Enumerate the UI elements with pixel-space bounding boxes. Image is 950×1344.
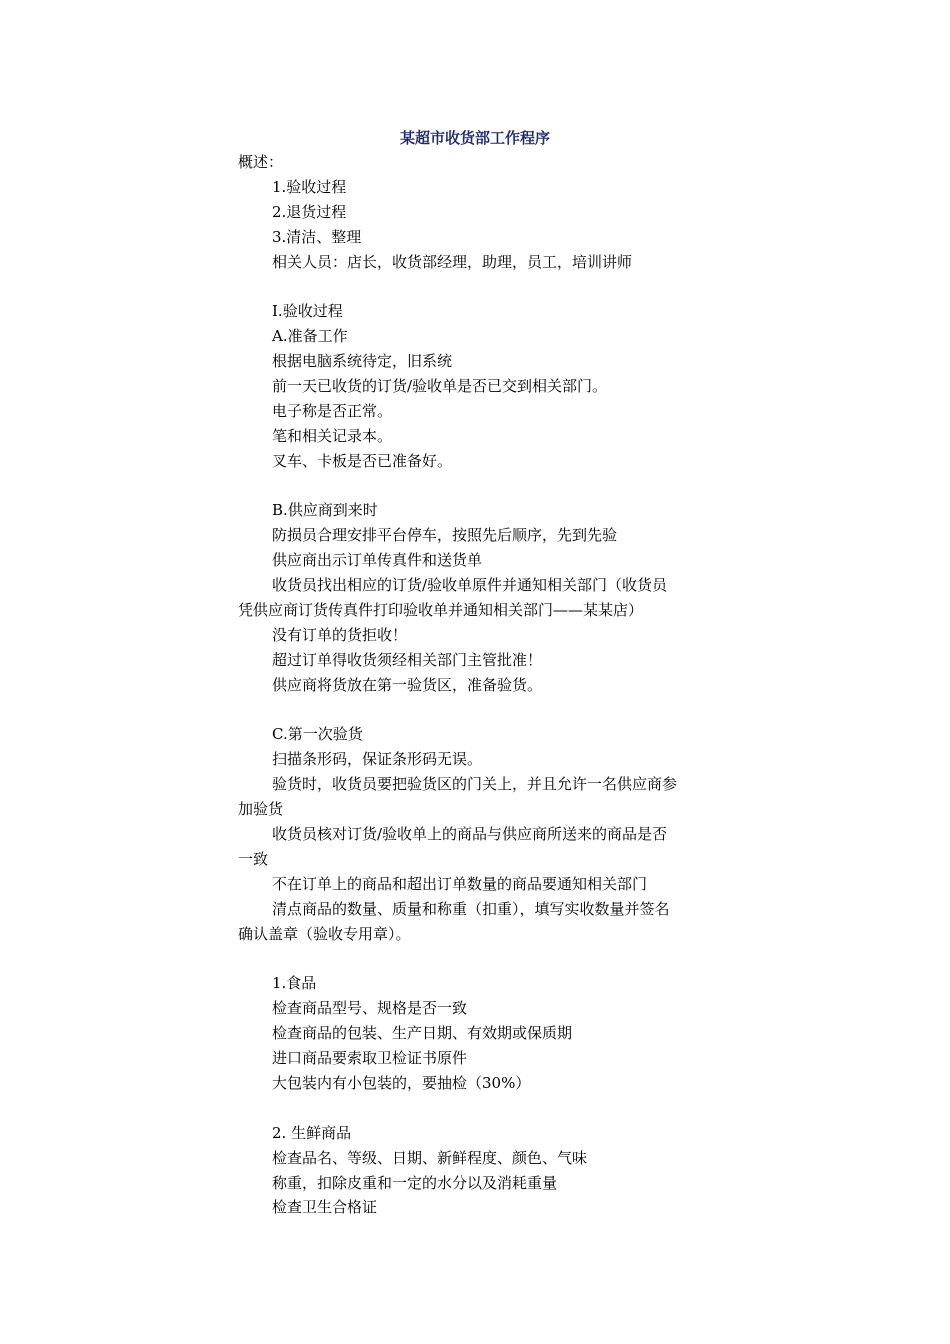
paragraph-line: 超过订单得收货须经相关部门主管批准！ [272,650,543,669]
paragraph-line: 检查商品型号、规格是否一致 [272,999,468,1018]
paragraph-line: 清点商品的数量、质量和称重（扣重），填写实收数量并签名 [272,899,670,918]
paragraph-line: 前一天已收货的订货/验收单是否已交到相关部门。 [272,377,608,396]
section-title: I.验收过程 [272,302,343,321]
paragraph-line: 进口商品要索取卫检证书原件 [272,1049,468,1068]
paragraph-line: 叉车、卡板是否已准备好。 [272,451,453,470]
subsection-title: A.准备工作 [272,327,348,346]
paragraph-line: 称重，扣除皮重和一定的水分以及消耗重量 [272,1173,558,1192]
paragraph-line: 不在订单上的商品和超出订单数量的商品要通知相关部门 [272,874,648,893]
paragraph-line: 笔和相关记录本。 [272,426,393,445]
overview-label: 概述： [238,153,284,171]
paragraph-line: 根据电脑系统待定，旧系统 [272,352,453,371]
subsection-title: B.供应商到来时 [272,501,378,520]
paragraph-line: 加验货 [238,800,284,819]
overview-item: 1.验收过程 [272,177,347,196]
overview-item: 2.退货过程 [272,202,347,221]
overview-item: 3.清洁、整理 [272,227,362,246]
paragraph-line: 检查商品的包装、生产日期、有效期或保质期 [272,1024,573,1043]
paragraph-line: 扫描条形码，保证条形码无误。 [272,750,483,769]
paragraph-line: 防损员合理安排平台停车，按照先后顺序，先到先验 [272,526,618,545]
paragraph-line: 大包装内有小包装的，要抽检（30%） [272,1073,531,1092]
paragraph-line: 电子称是否正常。 [272,401,393,420]
paragraph-line: 收货员核对订货/验收单上的商品与供应商所送来的商品是否 [272,825,668,844]
paragraph-line: 没有订单的货拒收！ [272,625,408,644]
subsection-title: C.第一次验货 [272,725,363,744]
subsection-title: 1.食品 [272,974,317,993]
paragraph-line: 检查卫生合格证 [272,1198,378,1217]
related-staff: 相关人员：店长，收货部经理，助理，员工，培训讲师 [272,252,633,271]
paragraph-line: 验货时，收货员要把验货区的门关上，并且允许一名供应商参 [272,775,678,794]
paragraph-line: 凭供应商订货传真件打印验收单并通知相关部门——某某店） [238,601,644,620]
paragraph-line: 供应商出示订单传真件和送货单 [272,551,483,570]
paragraph-line: 检查品名、等级、日期、新鲜程度、颜色、气味 [272,1148,588,1167]
paragraph-line: 确认盖章（验收专用章）。 [238,924,411,943]
document-body [238,150,738,1220]
document-title: 某超市收货部工作程序 [399,129,550,147]
paragraph-line: 一致 [238,849,269,868]
subsection-title: 2. 生鲜商品 [272,1123,352,1142]
paragraph-line: 收货员找出相应的订货/验收单原件并通知相关部门（收货员 [272,576,668,595]
paragraph-line: 供应商将货放在第一验货区，准备验货。 [272,675,543,694]
